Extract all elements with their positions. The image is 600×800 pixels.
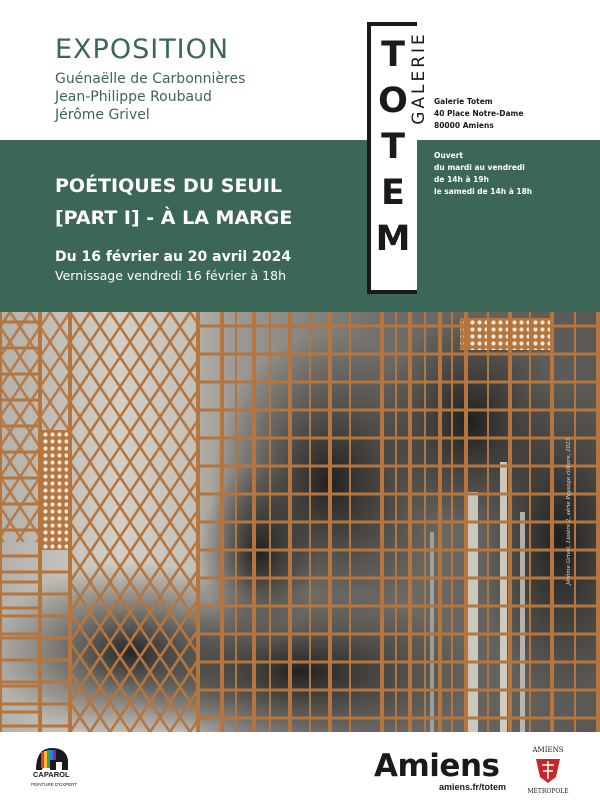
logo-letter: T (381, 127, 405, 167)
hours-line: de 14h à 19h (434, 175, 489, 184)
artist-list (55, 70, 245, 124)
logo-letter: O (378, 81, 408, 121)
vernissage-info: Vernissage vendredi 16 février à 18h (55, 268, 286, 283)
footer (0, 732, 600, 800)
artist-name: Jérôme Grivel (55, 107, 150, 123)
metropole-top-text: AMIENS (532, 746, 564, 754)
amiens-url[interactable]: amiens.fr/totem (439, 782, 507, 792)
caparol-name: CAPAROL (33, 770, 70, 779)
show-title-line-1: POÉTIQUES DU SEUIL (55, 175, 283, 197)
metropole-emblem-icon (518, 743, 578, 795)
address-line: Galerie Totem (434, 97, 493, 106)
artist-name: Jean-Philippe Roubaud (55, 89, 212, 105)
amiens-metropole-logo (518, 743, 578, 795)
artist-name: Guénaëlle de Carbonnières (55, 71, 246, 87)
address-line: 40 Place Notre-Dame (434, 109, 524, 118)
hours-line: du mardi au vendredi (434, 163, 525, 172)
caparol-logo (32, 742, 76, 786)
artwork-image (0, 312, 600, 732)
show-title (55, 170, 292, 234)
logo-letter: M (375, 219, 411, 259)
hours-line: le samedi de 14h à 18h (434, 187, 533, 196)
logo-letter: E (381, 173, 405, 213)
exposition-label: EXPOSITION (55, 34, 230, 65)
caparol-tagline: PEINTURE D'EXPERT (31, 782, 78, 787)
grid-artwork (0, 312, 600, 732)
amiens-wordmark: Amiens (374, 748, 500, 784)
show-title-line-2: [PART I] - À LA MARGE (55, 207, 293, 229)
hours-line: Ouvert (434, 151, 463, 160)
gallery-address (434, 96, 523, 132)
galerie-text: GALERIE (409, 31, 429, 125)
metropole-bottom-text: MÉTROPOLE (527, 788, 569, 795)
opening-hours (434, 150, 532, 198)
address-line: 80000 Amiens (434, 121, 494, 130)
caparol-elephant-icon (32, 742, 76, 772)
exhibition-dates: Du 16 février au 20 avril 2024 (55, 249, 292, 265)
artwork-credit: Jérôme Grivel, Lisière 2, série Paysage clôture, 2023 (566, 437, 572, 585)
logo-letter: T (381, 35, 405, 75)
